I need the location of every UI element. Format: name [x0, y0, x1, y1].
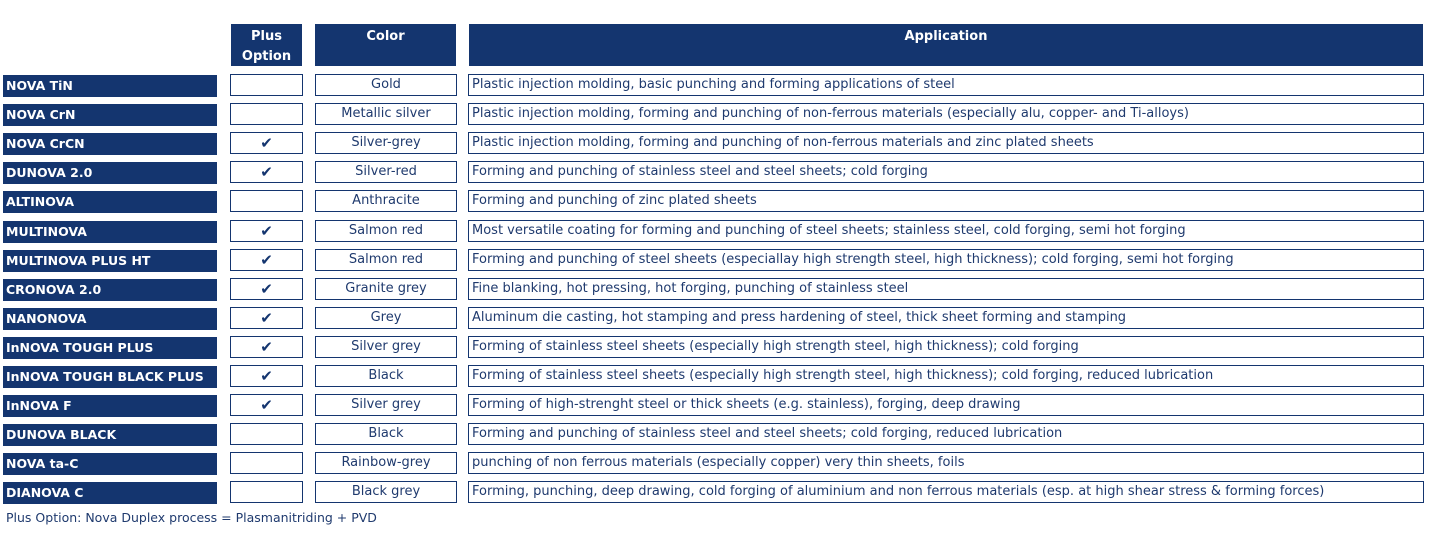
- coating-name: NOVA TiN: [3, 75, 217, 97]
- color-cell: Salmon red: [315, 249, 457, 271]
- color-cell: Silver grey: [315, 394, 457, 416]
- plus-option-cell: ✔: [230, 365, 303, 387]
- table-row: [0, 307, 1438, 329]
- coating-name: DIANOVA C: [3, 482, 217, 504]
- plus-option-cell: [230, 190, 303, 212]
- plus-option-cell: ✔: [230, 249, 303, 271]
- color-cell: Black grey: [315, 481, 457, 503]
- plus-option-cell: [230, 452, 303, 474]
- color-cell: Metallic silver: [315, 103, 457, 125]
- coating-name: InNOVA TOUGH PLUS: [3, 337, 217, 359]
- color-cell: Black: [315, 365, 457, 387]
- table-row: [0, 394, 1438, 416]
- plus-option-cell: ✔: [230, 394, 303, 416]
- footnote: Plus Option: Nova Duplex process = Plasmanitriding + PVD: [6, 510, 377, 525]
- plus-option-cell: [230, 103, 303, 125]
- table-row: [0, 336, 1438, 358]
- header-plus-option: [231, 24, 302, 66]
- application-cell: Forming and punching of zinc plated sheets: [468, 190, 1424, 212]
- plus-option-cell: ✔: [230, 161, 303, 183]
- color-cell: Rainbow-grey: [315, 452, 457, 474]
- application-cell: Plastic injection molding, forming and punching of non-ferrous materials and zinc plated sheets: [468, 132, 1424, 154]
- header-plus-option-line1: Plus: [251, 29, 282, 44]
- coating-name: MULTINOVA PLUS HT: [3, 250, 217, 272]
- table-row: [0, 103, 1438, 125]
- application-cell: punching of non ferrous materials (especially copper) very thin sheets, foils: [468, 452, 1424, 474]
- color-cell: Granite grey: [315, 278, 457, 300]
- color-cell: Gold: [315, 74, 457, 96]
- coating-name: CRONOVA 2.0: [3, 279, 217, 301]
- application-cell: Plastic injection molding, basic punching and forming applications of steel: [468, 74, 1424, 96]
- coating-name: MULTINOVA: [3, 221, 217, 243]
- table-row: [0, 190, 1438, 212]
- table-row: [0, 481, 1438, 503]
- coating-name: NOVA CrN: [3, 104, 217, 126]
- application-cell: Forming and punching of steel sheets (especiallay high strength steel, high thickness); cold forging, semi hot forging: [468, 249, 1424, 271]
- coating-name: DUNOVA 2.0: [3, 162, 217, 184]
- header-application: Application: [469, 24, 1423, 66]
- color-cell: Silver-red: [315, 161, 457, 183]
- application-cell: Aluminum die casting, hot stamping and press hardening of steel, thick sheet forming and stamping: [468, 307, 1424, 329]
- header-color: Color: [315, 24, 456, 66]
- application-cell: Fine blanking, hot pressing, hot forging, punching of stainless steel: [468, 278, 1424, 300]
- color-cell: Silver-grey: [315, 132, 457, 154]
- header-plus-option-line2: Option: [241, 49, 292, 64]
- table-row: [0, 452, 1438, 474]
- coating-name: NANONOVA: [3, 308, 217, 330]
- application-cell: Forming of stainless steel sheets (especially high strength steel, high thickness); cold forging: [468, 336, 1424, 358]
- plus-option-cell: ✔: [230, 278, 303, 300]
- table-row: [0, 132, 1438, 154]
- application-cell: Forming of high-strenght steel or thick sheets (e.g. stainless), forging, deep drawing: [468, 394, 1424, 416]
- table-row: [0, 249, 1438, 271]
- application-cell: Forming of stainless steel sheets (especially high strength steel, high thickness); cold forging, reduced lubrication: [468, 365, 1424, 387]
- plus-option-cell: ✔: [230, 220, 303, 242]
- application-cell: Most versatile coating for forming and punching of steel sheets; stainless steel, cold forging, semi hot forging: [468, 220, 1424, 242]
- table-row: [0, 161, 1438, 183]
- coating-name: InNOVA TOUGH BLACK PLUS: [3, 366, 217, 388]
- table-row: [0, 278, 1438, 300]
- plus-option-cell: [230, 423, 303, 445]
- color-cell: Anthracite: [315, 190, 457, 212]
- application-cell: Forming and punching of stainless steel and steel sheets; cold forging, reduced lubrication: [468, 423, 1424, 445]
- application-cell: Forming and punching of stainless steel and steel sheets; cold forging: [468, 161, 1424, 183]
- coating-name: NOVA ta-C: [3, 453, 217, 475]
- plus-option-cell: ✔: [230, 132, 303, 154]
- color-cell: Black: [315, 423, 457, 445]
- coating-name: DUNOVA BLACK: [3, 424, 217, 446]
- plus-option-cell: [230, 481, 303, 503]
- table-row: [0, 220, 1438, 242]
- table-row: [0, 365, 1438, 387]
- plus-option-cell: ✔: [230, 307, 303, 329]
- color-cell: Silver grey: [315, 336, 457, 358]
- coating-name: InNOVA F: [3, 395, 217, 417]
- color-cell: Salmon red: [315, 220, 457, 242]
- application-cell: Forming, punching, deep drawing, cold forging of aluminium and non ferrous materials (esp. at high shear stress & forming forces): [468, 481, 1424, 503]
- plus-option-cell: ✔: [230, 336, 303, 358]
- coating-name: ALTINOVA: [3, 191, 217, 213]
- application-cell: Plastic injection molding, forming and punching of non-ferrous materials (especially alu, copper- and Ti-alloys): [468, 103, 1424, 125]
- color-cell: Grey: [315, 307, 457, 329]
- plus-option-cell: [230, 74, 303, 96]
- coating-name: NOVA CrCN: [3, 133, 217, 155]
- table-row: [0, 423, 1438, 445]
- table-row: [0, 74, 1438, 96]
